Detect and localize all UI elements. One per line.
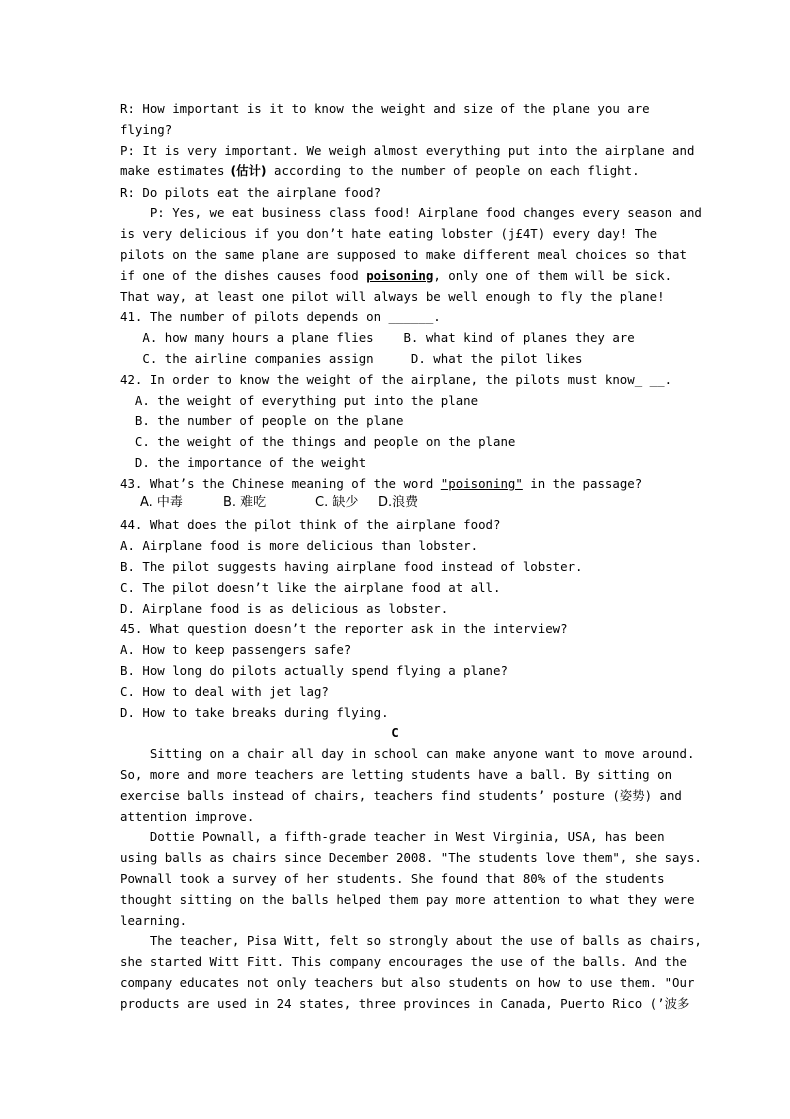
chinese-gloss: (估计)	[230, 163, 267, 178]
reporter-question-size-line-2: flying?	[120, 122, 173, 137]
question-43-option-c: C. 缺少	[315, 495, 359, 510]
pilot-answer-size-line-2	[120, 163, 640, 179]
question-44-option-a: A. Airplane food is more delicious than lobster.	[120, 538, 479, 553]
pilot-answer-food-line-3: pilots on the same plane are supposed to make different meal choices so that	[120, 247, 687, 262]
section-c-paragraph-1-line-2: So, more and more teachers are letting students have a ball. By sitting on	[120, 767, 673, 782]
question-45-option-a: A. How to keep passengers safe?	[120, 642, 352, 657]
question-41-options-cd: C. the airline companies assign D. what the pilot likes	[120, 351, 583, 366]
question-44: 44. What does the pilot think of the airplane food?	[120, 517, 501, 532]
question-45-option-c: C. How to deal with jet lag?	[120, 684, 329, 699]
question-42: 42. In order to know the weight of the airplane, the pilots must know_ __.	[120, 372, 673, 387]
pilot-answer-food-line-5: That way, at least one pilot will always be well enough to fly the plane!	[120, 289, 665, 304]
question-text: in the passage?	[522, 476, 643, 491]
section-c-paragraph-2-line-5: learning.	[120, 913, 188, 928]
question-42-option-b: B. the number of people on the plane	[120, 413, 404, 428]
reporter-question-food: R: Do pilots eat the airplane food?	[120, 185, 382, 200]
section-c-paragraph-1-line-1: Sitting on a chair all day in school can make anyone want to move around.	[120, 746, 695, 761]
reporter-question-size-line-1: R: How important is it to know the weight and size of the plane you are	[120, 101, 650, 116]
question-44-option-c: C. The pilot doesn’t like the airplane food at all.	[120, 580, 501, 595]
highlighted-word-poisoning: poisoning	[366, 268, 434, 283]
section-c-title: C	[391, 725, 399, 740]
question-44-option-b: B. The pilot suggests having airplane food instead of lobster.	[120, 559, 583, 574]
section-c-paragraph-3-line-2: she started Witt Fitt. This company encourages the use of the balls. And the	[120, 954, 687, 969]
question-44-option-d: D. Airplane food is as delicious as lobster.	[120, 601, 449, 616]
question-43-option-a: A. 中毒	[140, 495, 183, 510]
section-c-paragraph-3-line-1: The teacher, Pisa Witt, felt so strongly about the use of balls as chairs,	[120, 933, 702, 948]
question-43-option-d: D.浪费	[378, 495, 419, 510]
question-42-option-d: D. the importance of the weight	[120, 455, 367, 470]
section-c-paragraph-2-line-2: using balls as chairs since December 2008. "The students love them", she says.	[120, 850, 702, 865]
section-c-paragraph-2-line-1: Dottie Pownall, a fifth-grade teacher in West Virginia, USA, has been	[120, 829, 665, 844]
question-45-option-d: D. How to take breaks during flying.	[120, 705, 389, 720]
question-42-option-a: A. the weight of everything put into the plane	[120, 393, 479, 408]
pilot-answer-food-line-4	[120, 268, 672, 284]
answer-text: make estimates	[120, 163, 225, 178]
question-41: 41. The number of pilots depends on ______.	[120, 309, 441, 324]
pilot-answer-food-line-1: P: Yes, we eat business class food! Airplane food changes every season and	[120, 205, 702, 220]
section-c-paragraph-1-line-3: exercise balls instead of chairs, teachers find students’ posture (姿势) and	[120, 788, 682, 803]
question-43-option-b: B. 难吃	[223, 495, 267, 510]
answer-text: , only one of them will be sick.	[433, 268, 673, 283]
question-42-option-c: C. the weight of the things and people on the plane	[120, 434, 516, 449]
question-text: 43. What’s the Chinese meaning of the word	[120, 476, 441, 491]
question-41-options-ab: A. how many hours a plane flies B. what kind of planes they are	[120, 330, 635, 345]
section-c-paragraph-1-line-4: attention improve.	[120, 809, 255, 824]
question-45: 45. What question doesn’t the reporter ask in the interview?	[120, 621, 568, 636]
pilot-answer-food-line-2: is very delicious if you don’t hate eating lobster (j£4T) every day! The	[120, 226, 658, 241]
question-43	[120, 476, 642, 492]
answer-text: according to the number of people on each flight.	[266, 163, 640, 178]
question-45-option-b: B. How long do pilots actually spend flying a plane?	[120, 663, 508, 678]
answer-text: if one of the dishes causes food	[120, 268, 367, 283]
pilot-answer-size-line-1: P: It is very important. We weigh almost everything put into the airplane and	[120, 143, 695, 158]
section-c-paragraph-2-line-3: Pownall took a survey of her students. She found that 80% of the students	[120, 871, 665, 886]
quoted-word-poisoning: "poisoning"	[440, 476, 523, 491]
section-c-paragraph-3-line-4: products are used in 24 states, three provinces in Canada, Puerto Rico (’波多	[120, 996, 690, 1011]
section-c-paragraph-3-line-3: company educates not only teachers but also students on how to use them. "Our	[120, 975, 695, 990]
section-c-paragraph-2-line-4: thought sitting on the balls helped them pay more attention to what they were	[120, 892, 695, 907]
